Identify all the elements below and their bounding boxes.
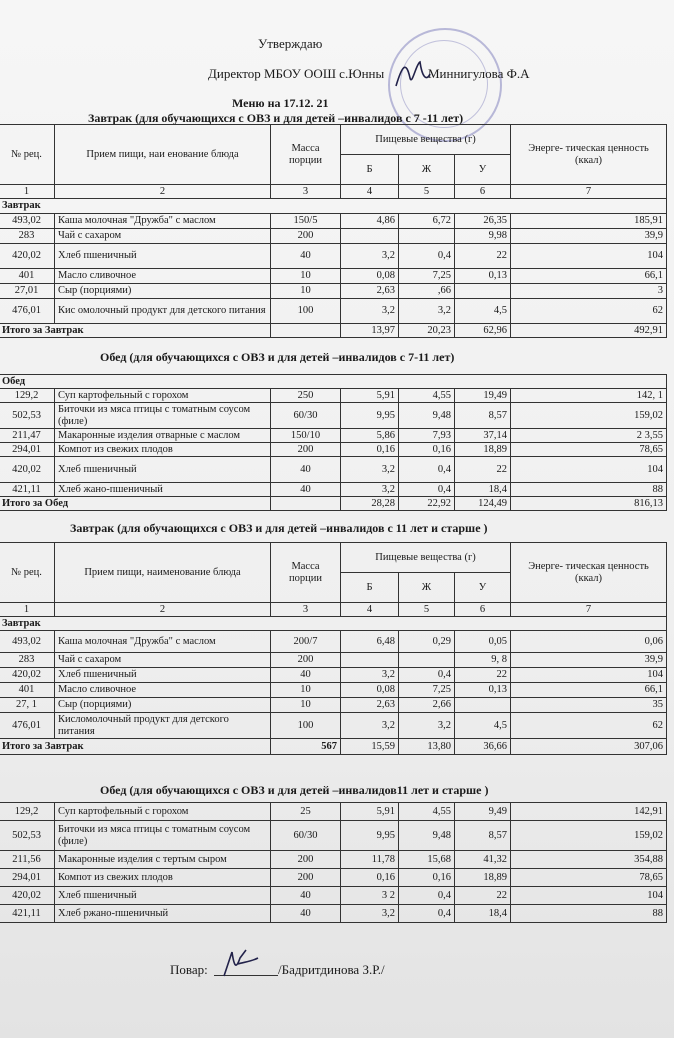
row-b: 9,95 [341, 403, 399, 429]
idx-cell: 1 [0, 603, 55, 617]
table-row [0, 698, 667, 713]
row-zh: 9,48 [399, 403, 455, 429]
row-zh [399, 229, 455, 244]
row-num: 420,02 [0, 668, 55, 683]
table-row [0, 403, 667, 429]
sec3-title: Завтрак (для обучающихся с ОВЗ и для детей –инвалидов с 11 лет и старше ) [70, 521, 488, 535]
sec4-title: Обед (для обучающихся с ОВЗ и для детей –инвалидов11 лет и старше ) [100, 783, 489, 797]
row-energy: 78,65 [511, 869, 667, 887]
row-u: 22 [455, 457, 511, 483]
cook-signature-icon [218, 948, 262, 980]
row-b: 0,08 [341, 269, 399, 284]
row-u: 9, 8 [455, 653, 511, 668]
row-u: 26,35 [455, 214, 511, 229]
row-b: 3,2 [341, 905, 399, 923]
row-u: 8,57 [455, 821, 511, 851]
row-meal: Сыр (порциями) [55, 284, 271, 299]
row-b: 3,2 [341, 668, 399, 683]
row-u: 18,4 [455, 905, 511, 923]
idx-cell: 5 [399, 603, 455, 617]
row-b: 4,86 [341, 214, 399, 229]
row-energy: 0,06 [511, 631, 667, 653]
row-zh: 0,4 [399, 905, 455, 923]
col-meal: Прием пищи, наименование блюда [55, 543, 271, 603]
total-zh: 22,92 [399, 497, 455, 511]
cook-label: Повар: [170, 962, 208, 977]
row-meal: Суп картофельный с горохом [55, 803, 271, 821]
idx-cell: 4 [341, 603, 399, 617]
row-zh: 7,25 [399, 683, 455, 698]
table-row [0, 905, 667, 923]
row-energy: 142,91 [511, 803, 667, 821]
row-u: 4,5 [455, 299, 511, 324]
row-energy: 2 3,55 [511, 429, 667, 443]
row-num: 129,2 [0, 803, 55, 821]
table-row [0, 483, 667, 497]
sec1-subheader: Завтрак [0, 199, 667, 214]
row-mass: 40 [271, 668, 341, 683]
row-zh: 0,4 [399, 244, 455, 269]
total-mass [271, 497, 341, 511]
row-b: 0,16 [341, 443, 399, 457]
row-num: 420,02 [0, 244, 55, 269]
table-row [0, 299, 667, 324]
idx-cell: 2 [55, 603, 271, 617]
cook-name: /Бадритдинова З.Р./ [278, 962, 385, 977]
row-mass: 40 [271, 905, 341, 923]
row-mass: 40 [271, 244, 341, 269]
col-u: У [455, 155, 511, 185]
row-zh: 0,29 [399, 631, 455, 653]
row-energy: 159,02 [511, 821, 667, 851]
sec1-table [0, 124, 667, 338]
table-row [0, 653, 667, 668]
row-mass: 100 [271, 299, 341, 324]
row-energy: 35 [511, 698, 667, 713]
row-meal: Чай с сахаром [55, 653, 271, 668]
row-u: 22 [455, 887, 511, 905]
row-num: 211,56 [0, 851, 55, 869]
idx-cell: 4 [341, 185, 399, 199]
director-title: Директор МБОУ ООШ с.Юнны [208, 66, 385, 81]
menu-date: Меню на 17.12. 21 [232, 96, 329, 110]
idx-cell: 7 [511, 603, 667, 617]
row-zh: 4,55 [399, 389, 455, 403]
row-mass: 200 [271, 869, 341, 887]
row-meal: Каша молочная "Дружба" с маслом [55, 631, 271, 653]
sec2-total-row [0, 497, 667, 511]
row-num: 27, 1 [0, 698, 55, 713]
row-zh: 2,66 [399, 698, 455, 713]
row-num: 420,02 [0, 887, 55, 905]
idx-cell: 3 [271, 185, 341, 199]
total-b: 15,59 [341, 739, 399, 755]
total-u: 124,49 [455, 497, 511, 511]
director-signature-icon [392, 56, 432, 92]
col-zh: Ж [399, 155, 455, 185]
row-mass: 200 [271, 653, 341, 668]
row-mass: 40 [271, 457, 341, 483]
row-meal: Компот из свежих плодов [55, 869, 271, 887]
row-meal: Кисломолочный продукт для детского питания [55, 713, 271, 739]
row-b: 3,2 [341, 713, 399, 739]
row-mass: 200 [271, 443, 341, 457]
row-b: 5,91 [341, 389, 399, 403]
row-zh: 0,4 [399, 668, 455, 683]
row-zh: 6,72 [399, 214, 455, 229]
col-num: № рец. [0, 125, 55, 185]
table-row [0, 631, 667, 653]
row-mass: 25 [271, 803, 341, 821]
row-b: 5,91 [341, 803, 399, 821]
row-num: 476,01 [0, 299, 55, 324]
row-zh: 9,48 [399, 821, 455, 851]
row-mass: 40 [271, 483, 341, 497]
row-mass: 60/30 [271, 403, 341, 429]
sec1-title: Завтрак (для обучающихся с ОВЗ и для детей –инвалидов с 7 -11 лет) [88, 111, 464, 125]
col-mass: Масса порции [271, 543, 341, 603]
table-row [0, 284, 667, 299]
director-name: Миннигулова Ф.А [428, 66, 530, 81]
sec2-subheader: Обед [0, 375, 667, 389]
row-u [455, 698, 511, 713]
row-mass: 150/5 [271, 214, 341, 229]
total-label: Итого за Завтрак [0, 324, 271, 338]
col-zh: Ж [399, 573, 455, 603]
row-u: 4,5 [455, 713, 511, 739]
row-energy: 88 [511, 905, 667, 923]
row-u: 22 [455, 244, 511, 269]
col-num: № рец. [0, 543, 55, 603]
row-energy: 104 [511, 457, 667, 483]
row-b: 9,95 [341, 821, 399, 851]
row-num: 211,47 [0, 429, 55, 443]
row-energy: 39,9 [511, 229, 667, 244]
row-mass: 100 [271, 713, 341, 739]
table-row [0, 803, 667, 821]
row-meal: Чай с сахаром [55, 229, 271, 244]
row-u: 18,4 [455, 483, 511, 497]
table-row [0, 683, 667, 698]
row-u: 19,49 [455, 389, 511, 403]
row-b: 2,63 [341, 284, 399, 299]
idx-cell: 6 [455, 185, 511, 199]
col-b: Б [341, 155, 399, 185]
row-meal: Суп картофельный с горохом [55, 389, 271, 403]
idx-cell: 7 [511, 185, 667, 199]
row-energy: 104 [511, 668, 667, 683]
row-u: 18,89 [455, 869, 511, 887]
total-energy: 816,13 [511, 497, 667, 511]
row-mass: 10 [271, 269, 341, 284]
row-u: 9,49 [455, 803, 511, 821]
row-num: 421,11 [0, 483, 55, 497]
col-nutrients: Пищевые вещества (г) [341, 125, 511, 155]
sec3-table [0, 542, 667, 755]
row-meal: Хлеб пшеничный [55, 887, 271, 905]
table-row [0, 244, 667, 269]
row-num: 294,01 [0, 869, 55, 887]
sec4-table [0, 802, 667, 923]
table-row [0, 269, 667, 284]
table-row [0, 887, 667, 905]
row-b [341, 653, 399, 668]
sec3-subheader: Завтрак [0, 617, 667, 631]
table-row [0, 389, 667, 403]
row-meal: Хлеб пшеничный [55, 244, 271, 269]
row-num: 401 [0, 269, 55, 284]
row-energy: 62 [511, 713, 667, 739]
col-energy: Энерге- тическая ценность (ккал) [511, 543, 667, 603]
row-mass: 250 [271, 389, 341, 403]
row-b: 0,16 [341, 869, 399, 887]
row-meal: Хлеб пшеничный [55, 457, 271, 483]
row-b: 3,2 [341, 483, 399, 497]
row-num: 476,01 [0, 713, 55, 739]
row-u: 0,05 [455, 631, 511, 653]
row-energy: 185,91 [511, 214, 667, 229]
row-meal: Хлеб жано-пшеничный [55, 483, 271, 497]
total-label: Итого за Обед [0, 497, 271, 511]
row-zh: 7,93 [399, 429, 455, 443]
col-b: Б [341, 573, 399, 603]
row-b: 6,48 [341, 631, 399, 653]
row-num: 294,01 [0, 443, 55, 457]
row-num: 421,11 [0, 905, 55, 923]
col-nutrients: Пищевые вещества (г) [341, 543, 511, 573]
row-b: 0,08 [341, 683, 399, 698]
total-label: Итого за Завтрак [0, 739, 271, 755]
row-b: 11,78 [341, 851, 399, 869]
total-energy: 307,06 [511, 739, 667, 755]
row-meal: Каша молочная "Дружба" с маслом [55, 214, 271, 229]
row-zh: 0,16 [399, 869, 455, 887]
row-num: 420,02 [0, 457, 55, 483]
row-meal: Макаронные изделия с тертым сыром [55, 851, 271, 869]
row-meal: Масло сливочное [55, 683, 271, 698]
row-energy: 88 [511, 483, 667, 497]
row-zh: ,66 [399, 284, 455, 299]
row-num: 283 [0, 653, 55, 668]
row-zh: 15,68 [399, 851, 455, 869]
row-energy: 66,1 [511, 269, 667, 284]
sec2-table [0, 374, 667, 511]
row-zh [399, 653, 455, 668]
row-meal: Макаронные изделия отварные с маслом [55, 429, 271, 443]
row-u: 8,57 [455, 403, 511, 429]
total-u: 36,66 [455, 739, 511, 755]
row-energy: 104 [511, 244, 667, 269]
row-energy: 62 [511, 299, 667, 324]
row-u: 37,14 [455, 429, 511, 443]
idx-cell: 5 [399, 185, 455, 199]
row-mass: 200 [271, 229, 341, 244]
row-num: 27,01 [0, 284, 55, 299]
index-row [0, 603, 667, 617]
row-mass: 10 [271, 284, 341, 299]
table-row [0, 457, 667, 483]
row-energy: 3 [511, 284, 667, 299]
row-energy: 159,02 [511, 403, 667, 429]
row-energy: 104 [511, 887, 667, 905]
row-mass: 10 [271, 698, 341, 713]
col-meal: Прием пищи, наи енование блюда [55, 125, 271, 185]
row-mass: 40 [271, 887, 341, 905]
row-meal: Биточки из мяса птицы с томатным соусом (филе) [55, 821, 271, 851]
row-energy: 78,65 [511, 443, 667, 457]
idx-cell: 1 [0, 185, 55, 199]
row-num: 493,02 [0, 214, 55, 229]
row-meal: Хлеб ржано-пшеничный [55, 905, 271, 923]
row-meal: Биточки из мяса птицы с томатным соусом (филе) [55, 403, 271, 429]
row-b: 3,2 [341, 299, 399, 324]
total-mass [271, 324, 341, 338]
row-u [455, 284, 511, 299]
sec1-total-row [0, 324, 667, 338]
row-u: 18,89 [455, 443, 511, 457]
col-u: У [455, 573, 511, 603]
table-row [0, 214, 667, 229]
row-num: 502,53 [0, 821, 55, 851]
total-u: 62,96 [455, 324, 511, 338]
approve-label: Утверждаю [258, 36, 323, 51]
total-zh: 13,80 [399, 739, 455, 755]
row-zh: 0,16 [399, 443, 455, 457]
sec2-title: Обед (для обучающихся с ОВЗ и для детей –инвалидов с 7-11 лет) [100, 350, 455, 364]
table-row [0, 713, 667, 739]
row-mass: 60/30 [271, 821, 341, 851]
row-mass: 10 [271, 683, 341, 698]
table-row [0, 668, 667, 683]
total-energy: 492,91 [511, 324, 667, 338]
table-row [0, 851, 667, 869]
total-zh: 20,23 [399, 324, 455, 338]
row-num: 401 [0, 683, 55, 698]
col-energy: Энерге- тическая ценность (ккал) [511, 125, 667, 185]
row-energy: 354,88 [511, 851, 667, 869]
row-mass: 200 [271, 851, 341, 869]
row-zh: 0,4 [399, 457, 455, 483]
idx-cell: 2 [55, 185, 271, 199]
row-u: 0,13 [455, 683, 511, 698]
table-row [0, 869, 667, 887]
row-b: 3 2 [341, 887, 399, 905]
row-zh: 3,2 [399, 299, 455, 324]
col-mass: Масса порции [271, 125, 341, 185]
row-meal: Сыр (порциями) [55, 698, 271, 713]
row-b [341, 229, 399, 244]
row-zh: 4,55 [399, 803, 455, 821]
row-b: 3,2 [341, 244, 399, 269]
row-u: 41,32 [455, 851, 511, 869]
row-u: 22 [455, 668, 511, 683]
row-meal: Хлеб пшеничный [55, 668, 271, 683]
row-num: 283 [0, 229, 55, 244]
table-row [0, 229, 667, 244]
row-num: 493,02 [0, 631, 55, 653]
total-mass: 567 [271, 739, 341, 755]
row-meal: Масло сливочное [55, 269, 271, 284]
idx-cell: 6 [455, 603, 511, 617]
row-b: 2,63 [341, 698, 399, 713]
sec3-total-row [0, 739, 667, 755]
row-zh: 0,4 [399, 483, 455, 497]
row-energy: 39,9 [511, 653, 667, 668]
row-mass: 200/7 [271, 631, 341, 653]
row-b: 3,2 [341, 457, 399, 483]
table-row [0, 429, 667, 443]
total-b: 28,28 [341, 497, 399, 511]
row-meal: Кис омолочный продукт для детского питания [55, 299, 271, 324]
table-row [0, 821, 667, 851]
row-energy: 66,1 [511, 683, 667, 698]
row-energy: 142, 1 [511, 389, 667, 403]
row-u: 9,98 [455, 229, 511, 244]
row-zh: 0,4 [399, 887, 455, 905]
row-zh: 3,2 [399, 713, 455, 739]
row-mass: 150/10 [271, 429, 341, 443]
table-row [0, 443, 667, 457]
row-b: 5,86 [341, 429, 399, 443]
row-u: 0,13 [455, 269, 511, 284]
row-zh: 7,25 [399, 269, 455, 284]
row-meal: Компот из свежих плодов [55, 443, 271, 457]
row-num: 129,2 [0, 389, 55, 403]
total-b: 13,97 [341, 324, 399, 338]
row-num: 502,53 [0, 403, 55, 429]
index-row [0, 185, 667, 199]
idx-cell: 3 [271, 603, 341, 617]
